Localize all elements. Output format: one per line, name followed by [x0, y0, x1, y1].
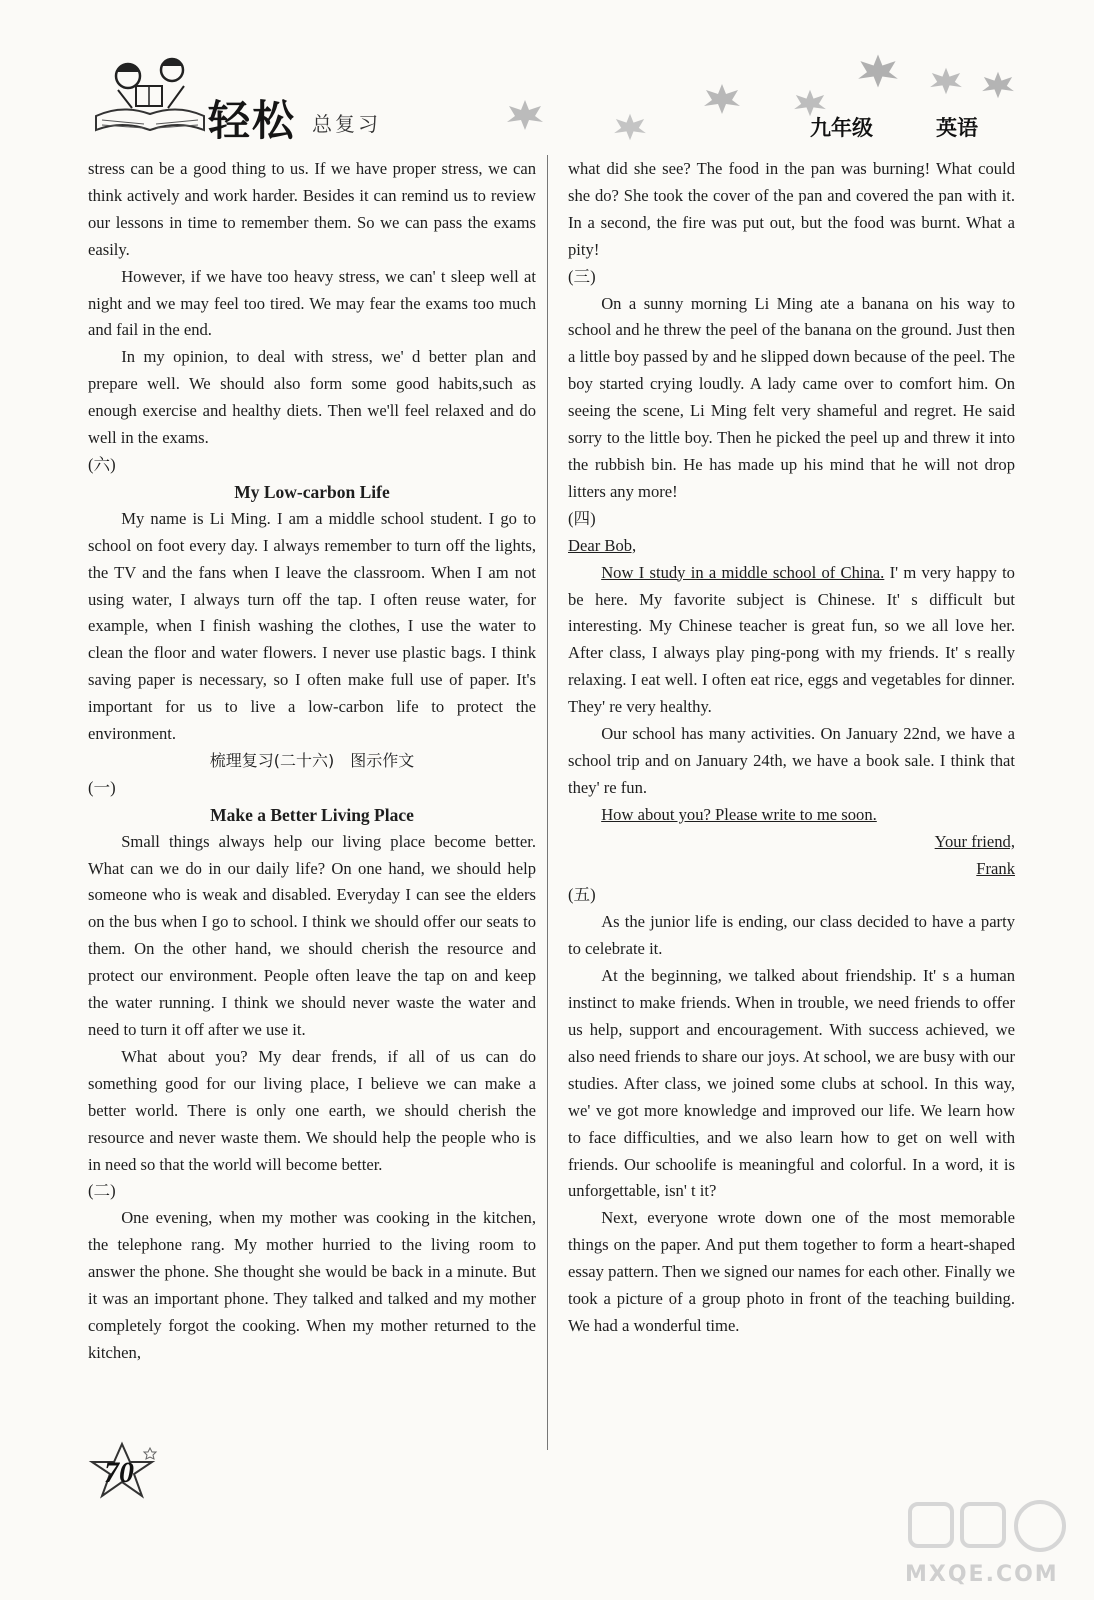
- left-column: [88, 156, 536, 1367]
- reading-children-illustration: [92, 46, 208, 134]
- essay-title: Make a Better Living Place: [210, 804, 414, 825]
- grade-label: 九年级: [810, 116, 873, 140]
- paragraph: Next, everyone wrote down one of the most memorable things on the paper. And put them together to form a heart-shaped essay pattern. Then we signed our names for each other. Finally we took a picture of a group photo in front of the teaching building. We had a wonderful time.: [568, 1208, 1015, 1335]
- section-heading: 梳理复习(二十六) 图示作文: [209, 750, 415, 770]
- paragraph: At the beginning, we talked about friendship. It' s a human instinct to make friends. When in trouble, we need friends to offer us help, support and encouragement. With success achieved, we also need friends to share our joys. At school, we are busy with our studies. After class, we joined some clubs at school. In this way, we' ve got more knowledge and improved our life. We learn how to face difficulties, and we also learn how to get on well with friends. Our schoolife is meaningful and colorful. In a word, it is unforgettable, isn' t it?: [568, 966, 1015, 1201]
- maple-leaf-icon: [928, 66, 964, 96]
- paragraph: As the junior life is ending, our class decided to have a party to celebrate it.: [568, 912, 1015, 959]
- watermark-url: MXQE.COM: [905, 1562, 1059, 1587]
- brand-title: 轻松: [208, 96, 297, 145]
- brand-subtitle: 总复习: [312, 112, 381, 136]
- paragraph: stress can be a good thing to us. If we have proper stress, we can think actively and work harder. Besides it can remind us to review our lessons in time to remember them. So we can pass the exams easily.: [88, 159, 536, 259]
- letter-signature: Frank: [976, 858, 1015, 878]
- paragraph-rest: I' m very happy to be here. My favorite subject is Chinese. It' s difficult but interesting. My Chinese teacher is great fun, so we all love her. After class, I always play ping-pong with my friends. It' s really relaxing. I eat well. I often eat rice, eggs and vegetables for dinner. They' re very healthy.: [568, 562, 1015, 717]
- page-header: [0, 0, 1094, 150]
- paragraph: what did she see? The food in the pan was burning! What could she do? She took the cover of the pan and covered the pan with it. In a second, the fire was put out, but the food was burnt. What a pity!: [568, 159, 1015, 259]
- maple-leaf-icon: [980, 70, 1016, 100]
- section-marker: (一): [88, 777, 116, 797]
- paragraph: On a sunny morning Li Ming ate a banana on his way to school and he threw the peel of the banana on the ground. Just then a little boy passed by and he slipped down because of the peel. The boy started crying loudly. A lady came over to comfort him. On seeing the scene, Li Ming felt very shameful and regret. He said sorry to the little boy. Then he picked the peel up and threw it into the rubbish bin. He has made up his mind that he will not drop litters any more!: [568, 293, 1015, 501]
- underlined-sentence: Now I study in a middle school of China.: [601, 562, 885, 582]
- paragraph: However, if we have too heavy stress, we can' t sleep well at night and we may feel too tired. We may fear the exams too much and fail in the end.: [88, 266, 536, 340]
- maple-leaf-icon: [505, 98, 545, 132]
- section-marker: (六): [88, 454, 116, 474]
- section-marker: (四): [568, 508, 596, 528]
- letter-salutation: Dear Bob,: [568, 535, 637, 555]
- page-number: 70: [104, 1456, 134, 1489]
- section-marker: (二): [88, 1181, 116, 1201]
- section-marker: (五): [568, 885, 596, 905]
- paragraph: [568, 802, 1015, 829]
- paragraph: [568, 560, 1015, 721]
- essay-title: My Low-carbon Life: [234, 481, 390, 502]
- paragraph: One evening, when my mother was cooking in the kitchen, the telephone rang. My mother hurried to the living room to answer the phone. She thought she would be back in a minute. But it was an important phone. They talked and talked and my mother completely forgot the cooking. When my mother returned to the kitchen,: [88, 1208, 536, 1362]
- paragraph: In my opinion, to deal with stress, we' d better plan and prepare well. We should also form some good habits,such as enough exercise and healthy diets. Then we'll feel relaxed and do well in the exams.: [88, 347, 536, 448]
- maple-leaf-icon: [702, 82, 742, 116]
- letter-closing: Your friend,: [934, 831, 1015, 851]
- paragraph: My name is Li Ming. I am a middle school student. I go to school on foot every day. I always remember to turn off the lights, the TV and the fans when I leave the classroom. When I am not using water, I always turn off the tap. I often reuse water, for example, when I finish washing the clothes, I use the water to clean the floor and water flowers. I never use plastic bags. I think saving paper is necessary, so I often make full use of paper. It's important for us to live a low-carbon life to protect the environment.: [88, 508, 536, 744]
- maple-leaf-icon: [856, 52, 900, 90]
- section-marker: (三): [568, 266, 596, 286]
- underlined-sentence: How about you? Please write to me soon.: [601, 804, 877, 824]
- paragraph: Small things always help our living place become better. What can we do in our daily life? On one hand, we should help someone who is weak and disabled. Everyday I can see the elders on the bus when I go to school. I think we should offer our seats to them. On the other hand, we should cherish the resource and protect our environment. People often leave the tap on and keep the water running. I think we should never waste the water and need to turn it off after we use it.: [88, 831, 536, 1039]
- column-divider: [547, 155, 548, 1450]
- maple-leaf-icon: [612, 112, 648, 142]
- right-column: [568, 156, 1015, 1340]
- paragraph: Our school has many activities. On January 22nd, we have a school trip and on January 24th, we have a book sale. I think that they' re fun.: [568, 724, 1015, 797]
- subject-label: 英语: [936, 116, 978, 140]
- paragraph: What about you? My dear frends, if all of us can do something good for our living place, I believe we can make a better world. There is only one earth, we should cherish the resource and never waste them. We should help the people who is in need so that the world will become better.: [88, 1046, 536, 1174]
